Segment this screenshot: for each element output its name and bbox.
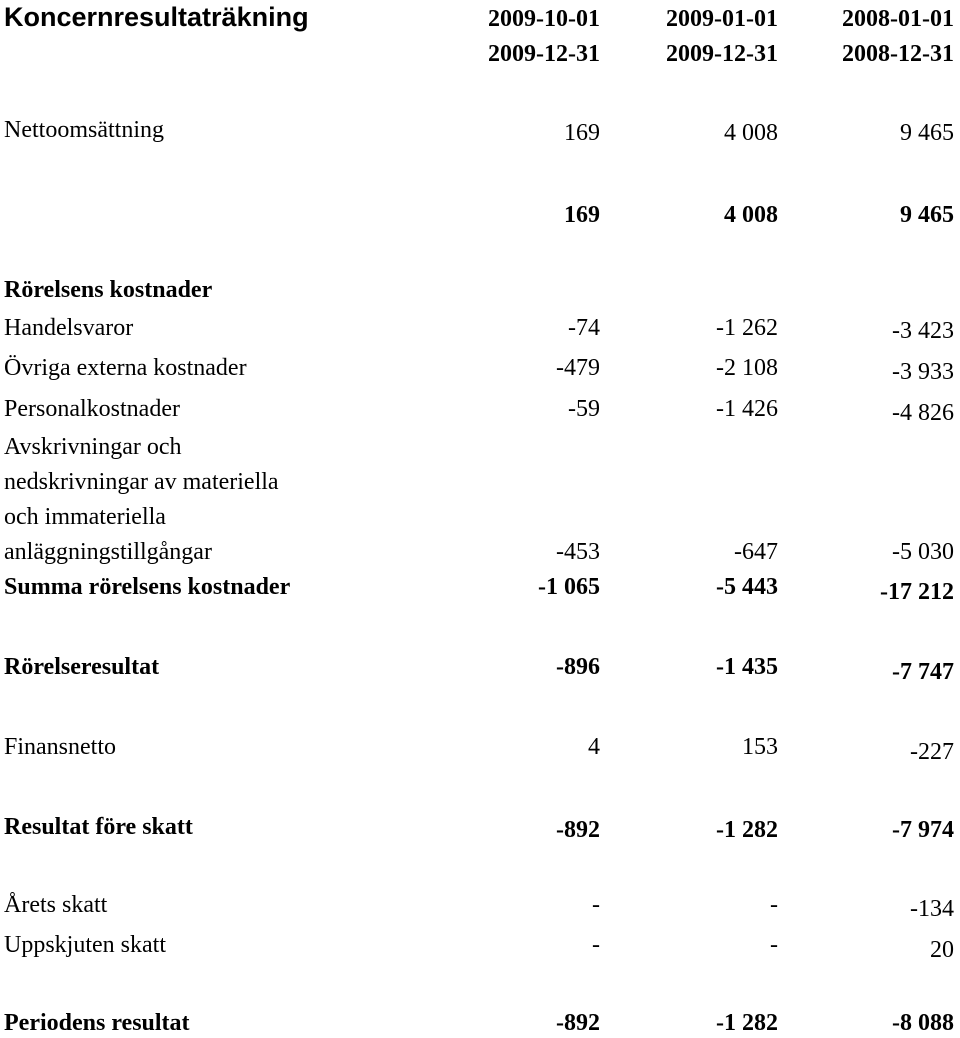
period-header-q4-2009 (400, 2, 600, 72)
report-title: Koncernresultaträkning (4, 2, 309, 32)
row-value: 20 (930, 937, 954, 963)
period-to: 2008-12-31 (842, 41, 954, 67)
row-value: -453 (556, 539, 600, 565)
row-value: 9 465 (900, 202, 954, 228)
row-value: -3 933 (892, 359, 954, 385)
row-value: - (592, 892, 600, 918)
row-value: 4 (588, 734, 600, 760)
row-value: 169 (564, 120, 600, 146)
row-value: -647 (734, 539, 778, 565)
row-label-finansnetto: Finansnetto (4, 734, 116, 760)
row-value: -8 088 (892, 1010, 954, 1036)
period-from: 2009-01-01 (666, 6, 778, 32)
row-label-summa-kostnader: Summa rörelsens kostnader (4, 574, 291, 600)
label-line: nedskrivningar av materiella (4, 469, 279, 495)
period-from: 2009-10-01 (488, 6, 600, 32)
row-value: - (770, 892, 778, 918)
row-value: -2 108 (716, 355, 778, 381)
row-label-uppskjuten-skatt: Uppskjuten skatt (4, 932, 166, 958)
row-value: -17 212 (880, 579, 954, 605)
row-label-resultat-fore-skatt: Resultat före skatt (4, 814, 193, 840)
row-value: - (770, 932, 778, 958)
section-heading-rorelsens-kostnader: Rörelsens kostnader (4, 277, 213, 303)
row-value: -227 (910, 739, 954, 765)
row-value: -59 (568, 396, 600, 422)
row-value: -892 (556, 1010, 600, 1036)
row-label-handelsvaror: Handelsvaror (4, 315, 134, 341)
row-value: -7 747 (892, 659, 954, 685)
row-label-ovriga-externa: Övriga externa kostnader (4, 355, 247, 381)
row-value: -1 262 (716, 315, 778, 341)
period-to: 2009-12-31 (666, 41, 778, 67)
row-value: -5 443 (716, 574, 778, 600)
row-label-arets-skatt: Årets skatt (4, 892, 108, 918)
row-label-avskrivningar (4, 430, 279, 570)
row-value: -1 435 (716, 654, 778, 680)
row-value: -4 826 (892, 400, 954, 426)
row-label-periodens-resultat: Periodens resultat (4, 1010, 190, 1036)
label-line: Avskrivningar och (4, 434, 182, 460)
row-value: -74 (568, 315, 600, 341)
row-label-rorelseresultat: Rörelseresultat (4, 654, 160, 680)
row-value: 4 008 (724, 202, 778, 228)
row-value: 169 (564, 202, 600, 228)
row-label-personalkostnader: Personalkostnader (4, 396, 180, 422)
row-value: -479 (556, 355, 600, 381)
period-from: 2008-01-01 (842, 6, 954, 32)
row-value: -5 030 (892, 539, 954, 565)
period-to: 2009-12-31 (488, 41, 600, 67)
row-value: 153 (742, 734, 778, 760)
row-value: 9 465 (900, 120, 954, 146)
row-value: -1 426 (716, 396, 778, 422)
row-value: -1 065 (538, 574, 600, 600)
row-value: -1 282 (716, 1010, 778, 1036)
label-line: och immateriella (4, 504, 166, 530)
period-header-2008 (754, 2, 954, 72)
row-value: -892 (556, 817, 600, 843)
row-value: -134 (910, 896, 954, 922)
row-value: -3 423 (892, 318, 954, 344)
row-value: -1 282 (716, 817, 778, 843)
row-label-nettoomsattning: Nettoomsättning (4, 117, 164, 143)
row-value: - (592, 932, 600, 958)
row-value: 4 008 (724, 120, 778, 146)
row-value: -896 (556, 654, 600, 680)
period-header-2009 (578, 2, 778, 72)
row-value: -7 974 (892, 817, 954, 843)
label-line: anläggningstillgångar (4, 539, 212, 565)
